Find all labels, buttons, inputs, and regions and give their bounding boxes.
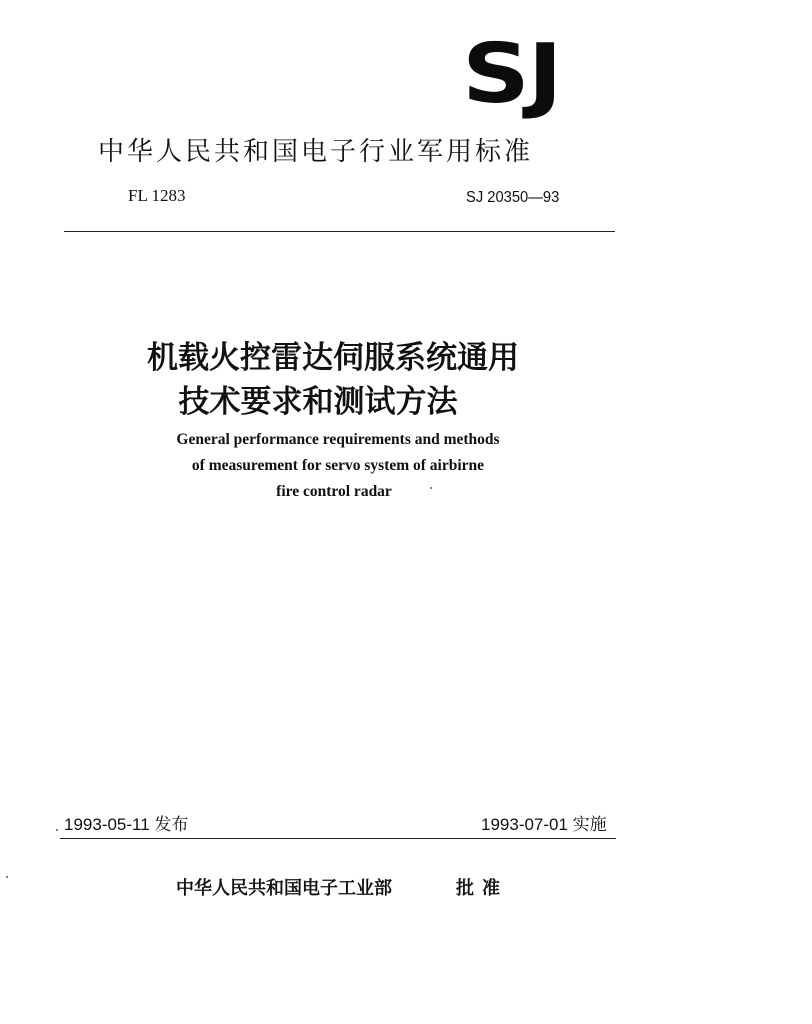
industry-standard-heading: 中华人民共和国电子行业军用标准 xyxy=(98,137,534,167)
footer-divider xyxy=(60,838,616,839)
approving-authority: 中华人民共和国电子工业部 xyxy=(176,878,392,899)
title-en-line2: of measurement for servo system of airbirne xyxy=(191,457,485,474)
title-en-line1: General performance requirements and methods xyxy=(176,431,500,448)
issue-date: 1993-05-11 发布 xyxy=(64,815,189,834)
scan-speck xyxy=(56,829,58,831)
approve-label: 批准 xyxy=(456,878,508,899)
header-divider xyxy=(64,231,615,232)
sj-logo: SJ xyxy=(462,27,561,122)
scan-speck xyxy=(6,876,8,878)
implementation-date: 1993-07-01 实施 xyxy=(481,815,607,834)
title-cn-line1: 机载火控雷达伺服系统通用 xyxy=(147,340,519,376)
title-cn-line2: 技术要求和测试方法 xyxy=(178,384,458,420)
title-en-line3: fire control radar xyxy=(276,483,392,500)
scan-speck xyxy=(430,487,432,489)
classification-code: FL 1283 xyxy=(128,186,186,205)
standard-number: SJ 20350—93 xyxy=(466,189,560,206)
